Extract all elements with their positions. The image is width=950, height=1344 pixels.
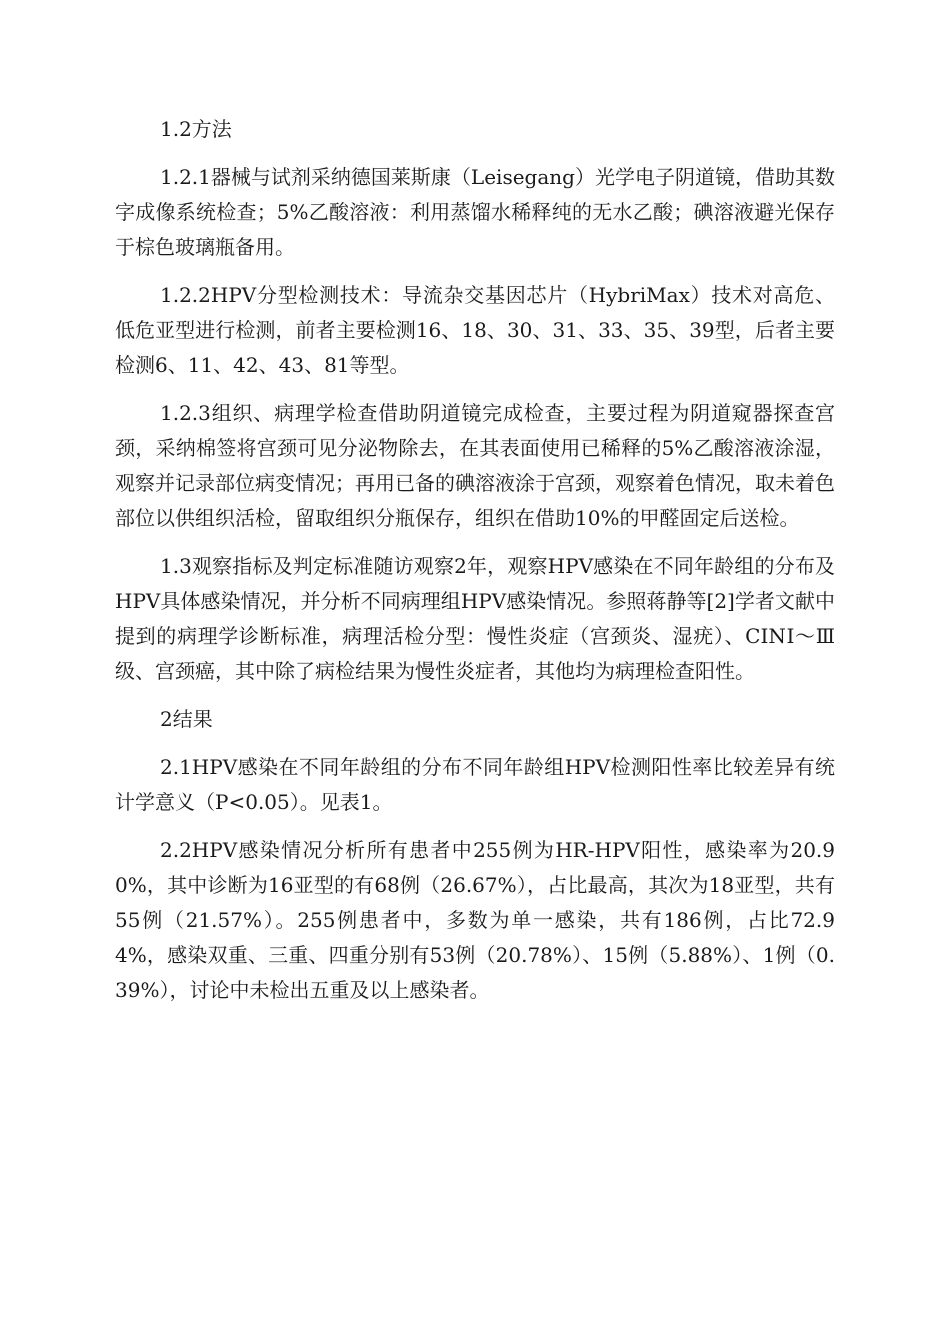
- section-heading-methods: 1.2方法: [160, 117, 232, 141]
- document-body: [115, 112, 835, 1021]
- paragraph-pathology: 1.2.3组织、病理学检查借助阴道镜完成检查，主要过程为阴道窥器探查宫颈，采纳棉签将宫颈可见分泌物除去，在其表面使用已稀释的5%乙酸溶液涂湿，观察并记录部位病变情况；再用已备的碘溶液涂于宫颈，观察着色情况，取未着色部位以供组织活检，留取组织分瓶保存，组织在借助10%的甲醛固定后送检。: [115, 401, 835, 530]
- paragraph-age-distribution: 2.1HPV感染在不同年龄组的分布不同年龄组HPV检测阳性率比较差异有统计学意义（P<0.05）。见表1。: [115, 755, 835, 814]
- paragraph-infection-analysis: 2.2HPV感染情况分析所有患者中255例为HR-HPV阳性，感染率为20.90%，其中诊断为16亚型的有68例（26.67%），占比最高，其次为18亚型，共有55例（21.57%）。255例患者中，多数为单一感染，共有186例，占比72.94%，感染双重、三重、四重分别有53例（20.78%）、15例（5.88%）、1例（0.39%），讨论中未检出五重及以上感染者。: [115, 838, 835, 1002]
- paragraph-instruments: 1.2.1器械与试剂采纳德国莱斯康（Leisegang）光学电子阴道镜，借助其数字成像系统检查；5%乙酸溶液：利用蒸馏水稀释纯的无水乙酸；碘溶液避光保存于棕色玻璃瓶备用。: [115, 165, 835, 259]
- paragraph-indicators: 1.3观察指标及判定标准随访观察2年，观察HPV感染在不同年龄组的分布及HPV具体感染情况，并分析不同病理组HPV感染情况。参照蒋静等[2]学者文献中提到的病理学诊断标准，病理活检分型：慢性炎症（宫颈炎、湿疣）、CINⅠ～Ⅲ级、宫颈癌，其中除了病检结果为慢性炎症者，其他均为病理检查阳性。: [115, 554, 835, 683]
- paragraph-hpv-typing: 1.2.2HPV分型检测技术：导流杂交基因芯片（HybriMax）技术对高危、低危亚型进行检测，前者主要检测16、18、30、31、33、35、39型，后者主要检测6、11、42、43、81等型。: [115, 283, 835, 377]
- section-heading-results: 2结果: [160, 707, 213, 731]
